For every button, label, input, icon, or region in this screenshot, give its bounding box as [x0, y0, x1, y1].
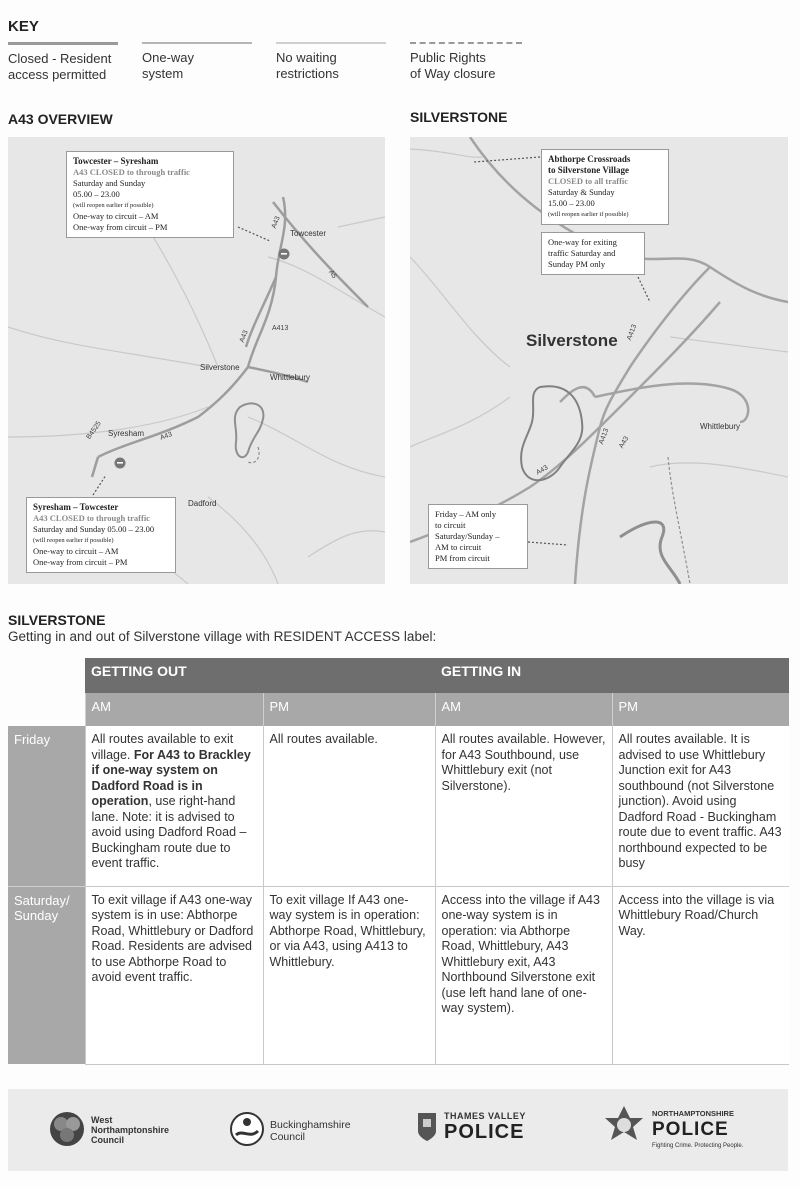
subheader-in-pm: PM: [612, 693, 789, 726]
key-label: of Way closure: [410, 66, 496, 81]
callout-pm: One-way from circuit – PM: [73, 222, 168, 232]
tvp-logo-text: [444, 1111, 526, 1144]
callout-text: Saturday/Sunday –: [435, 531, 500, 541]
callout-text: One-way for exiting: [548, 237, 617, 247]
logo-text-line: NORTHAMPTONSHIRE: [652, 1109, 734, 1118]
row-label-line: Saturday/: [14, 892, 70, 908]
footer-logos: [8, 1089, 788, 1171]
tvp-crest: [416, 1111, 438, 1148]
nhp-star: [602, 1103, 646, 1158]
logo-tagline: Fighting Crime. Protecting People.: [652, 1143, 744, 1149]
cell-text: All routes available to exit village.: [91, 732, 234, 762]
callout-am: One-way to circuit – AM: [33, 546, 119, 556]
road-label-a413: A413: [272, 325, 289, 332]
town-silverstone-label: Silverstone: [526, 331, 618, 350]
town-silverstone: Silverstone: [200, 363, 240, 372]
table-row-friday: [8, 726, 789, 886]
callout-days: Saturday & Sunday: [548, 187, 615, 197]
callout-title: Abthorpe Crossroads: [548, 154, 631, 164]
callout-text: Friday – AM only: [435, 509, 497, 519]
town-dadford: Dadford: [188, 499, 217, 508]
key-item-no-waiting: [276, 42, 386, 82]
cell-weekend-in-pm: Access into the village is via Whittlebury Road/Church Way.: [612, 886, 789, 1064]
cell-text-bold: For A43 to Brackley if one-way system on Dadford Road is in operation: [91, 747, 251, 808]
callout-title: to Silverstone Village: [548, 165, 629, 175]
key-label: One-way: [142, 50, 195, 65]
key-label: system: [142, 66, 184, 81]
town-syresham: Syresham: [108, 429, 145, 438]
callout-towcester-syresham: [66, 151, 234, 238]
wnc-logo-icon: [48, 1109, 86, 1149]
cell-friday-out-am: [85, 726, 263, 886]
road-label-a43: A43: [238, 329, 250, 344]
callout-days: Saturday and Sunday 05.00 – 23.00: [33, 524, 155, 534]
road-label-a413: A413: [626, 323, 639, 342]
key-swatch-prow: [410, 42, 522, 44]
callout-title: Syresham – Towcester: [33, 502, 119, 512]
cell-friday-out-pm: All routes available.: [263, 726, 435, 886]
key-label: access permitted: [8, 67, 107, 82]
logo-text-line: Buckinghamshire: [270, 1119, 351, 1131]
wnc-logo: [48, 1109, 86, 1154]
key-item-closed: [8, 42, 118, 83]
cell-weekend-out-am: To exit village if A43 one-way system is in use: Abthorpe Road, Whittlebury or Dadford Road. Residents are advised to use Abthorpe Road to avoid event traffic.: [85, 886, 263, 1064]
logo-text-line: POLICE: [652, 1119, 729, 1140]
subheader-out-pm: PM: [263, 693, 435, 726]
cell-weekend-out-pm: To exit village If A43 one-way system is in operation: Abthorpe Road, Whittlebury, or via A43, using A413 to Whittlebury.: [263, 886, 435, 1064]
logo-text-line: Council: [270, 1131, 306, 1143]
subheader-in-am: AM: [435, 693, 612, 726]
key-swatch-no-waiting: [276, 42, 386, 44]
key-label: No waiting: [276, 50, 337, 65]
key-label: Public Rights: [410, 50, 486, 65]
callout-syresham-towcester: [26, 497, 176, 573]
callout-days: Saturday and Sunday: [73, 178, 146, 188]
town-towcester: Towcester: [290, 229, 327, 238]
road-label-a43: A43: [535, 464, 550, 477]
silverstone-map: [410, 137, 788, 584]
key-label: Closed - Resident: [8, 51, 112, 66]
header-getting-out: GETTING OUT: [85, 658, 435, 693]
nhp-star-icon: [602, 1103, 646, 1153]
callout-times: 05.00 – 23.00: [73, 189, 120, 199]
key-item-prow: [410, 42, 522, 82]
callout-note: (will reopen earlier if possible): [33, 537, 114, 544]
callout-note: (will reopen earlier if possible): [548, 211, 629, 218]
callout-restriction: A43 CLOSED to through traffic: [73, 167, 190, 177]
road-label-a43: A43: [618, 435, 631, 450]
callout-text: traffic Saturday and: [548, 248, 616, 258]
callout-text: Sunday PM only: [548, 259, 606, 269]
bucks-logo-text: [270, 1119, 351, 1143]
logo-text-line: POLICE: [444, 1121, 525, 1143]
row-label-friday: Friday: [8, 726, 85, 886]
wnc-logo-text: [91, 1115, 169, 1145]
cell-friday-in-pm: All routes available. It is advised to use Whittlebury Junction exit for A43 southbound (not Silverstone junction). Avoid using Dadford Road - Buckingham route due to event traffic. A43 northbound expected to be busy: [612, 726, 789, 886]
cell-weekend-in-am: Access into the village if A43 one-way system is in operation: via Abthorpe Road, Whittlebury, A43 Whittlebury exit, A43 Northbound Silverstone exit (use left hand lane of one-way system).: [435, 886, 612, 1064]
cell-text: , use right-hand lane. Note: it is advised to avoid using Dadford Road – Buckingham route due to event traffic.: [91, 794, 247, 870]
silverstone-map-title: SILVERSTONE: [410, 109, 508, 125]
road-label-a43: A43: [159, 431, 174, 442]
table-corner: [8, 658, 85, 693]
callout-restriction: A43 CLOSED to through traffic: [33, 513, 150, 523]
access-title: SILVERSTONE: [8, 612, 106, 628]
row-label-weekend: [8, 886, 85, 1064]
callout-one-way-exit: [541, 232, 645, 275]
callout-am: One-way to circuit – AM: [73, 211, 159, 221]
nhp-logo-text: [652, 1109, 743, 1151]
tvp-crest-icon: [416, 1111, 438, 1143]
table-corner: [8, 693, 85, 726]
town-whittlebury: Whittlebury: [270, 373, 311, 382]
cell-friday-in-am: All routes available. However, for A43 Southbound, use Whittlebury exit (not Silverstone).: [435, 726, 612, 886]
header-getting-in: GETTING IN: [435, 658, 789, 693]
key-title: KEY: [8, 18, 39, 35]
access-table: [8, 658, 789, 1065]
row-label-line: Sunday: [14, 908, 59, 923]
bucks-logo-icon: [230, 1111, 264, 1147]
road-label-a43: A43: [270, 215, 282, 230]
logo-text-line: Council: [91, 1135, 124, 1145]
callout-pm: One-way from circuit – PM: [33, 557, 128, 567]
road-label-a413: A413: [598, 427, 611, 446]
road-label-a5: A5: [326, 268, 338, 281]
callout-times: 15.00 – 23.00: [548, 198, 595, 208]
callout-text: AM to circuit: [435, 542, 482, 552]
key-label: restrictions: [276, 66, 339, 81]
bucks-logo: [230, 1111, 264, 1152]
callout-title: Towcester – Syresham: [73, 156, 159, 166]
a43-overview-title: A43 OVERVIEW: [8, 111, 113, 127]
logo-text-line: West: [91, 1115, 113, 1125]
callout-circuit-times: [428, 504, 528, 569]
key-item-one-way: [142, 42, 252, 82]
logo-text-line: THAMES VALLEY: [444, 1111, 526, 1121]
table-row-weekend: [8, 886, 789, 1064]
subheader-out-am: AM: [85, 693, 263, 726]
callout-restriction: CLOSED to all traffic: [548, 176, 629, 186]
key-swatch-one-way: [142, 42, 252, 44]
callout-abthorpe: [541, 149, 669, 225]
a43-overview-map: [8, 137, 385, 584]
town-whittlebury-label: Whittlebury: [700, 422, 741, 431]
road-label-b4525: B4525: [85, 420, 103, 441]
callout-text: PM from circuit: [435, 553, 490, 563]
logo-text-line: Northamptonshire: [91, 1125, 170, 1135]
access-subtitle: Getting in and out of Silverstone village with RESIDENT ACCESS label:: [8, 629, 437, 644]
callout-text: to circuit: [435, 520, 466, 530]
key-swatch-closed: [8, 42, 118, 45]
callout-note: (will reopen earlier if possible): [73, 202, 154, 209]
